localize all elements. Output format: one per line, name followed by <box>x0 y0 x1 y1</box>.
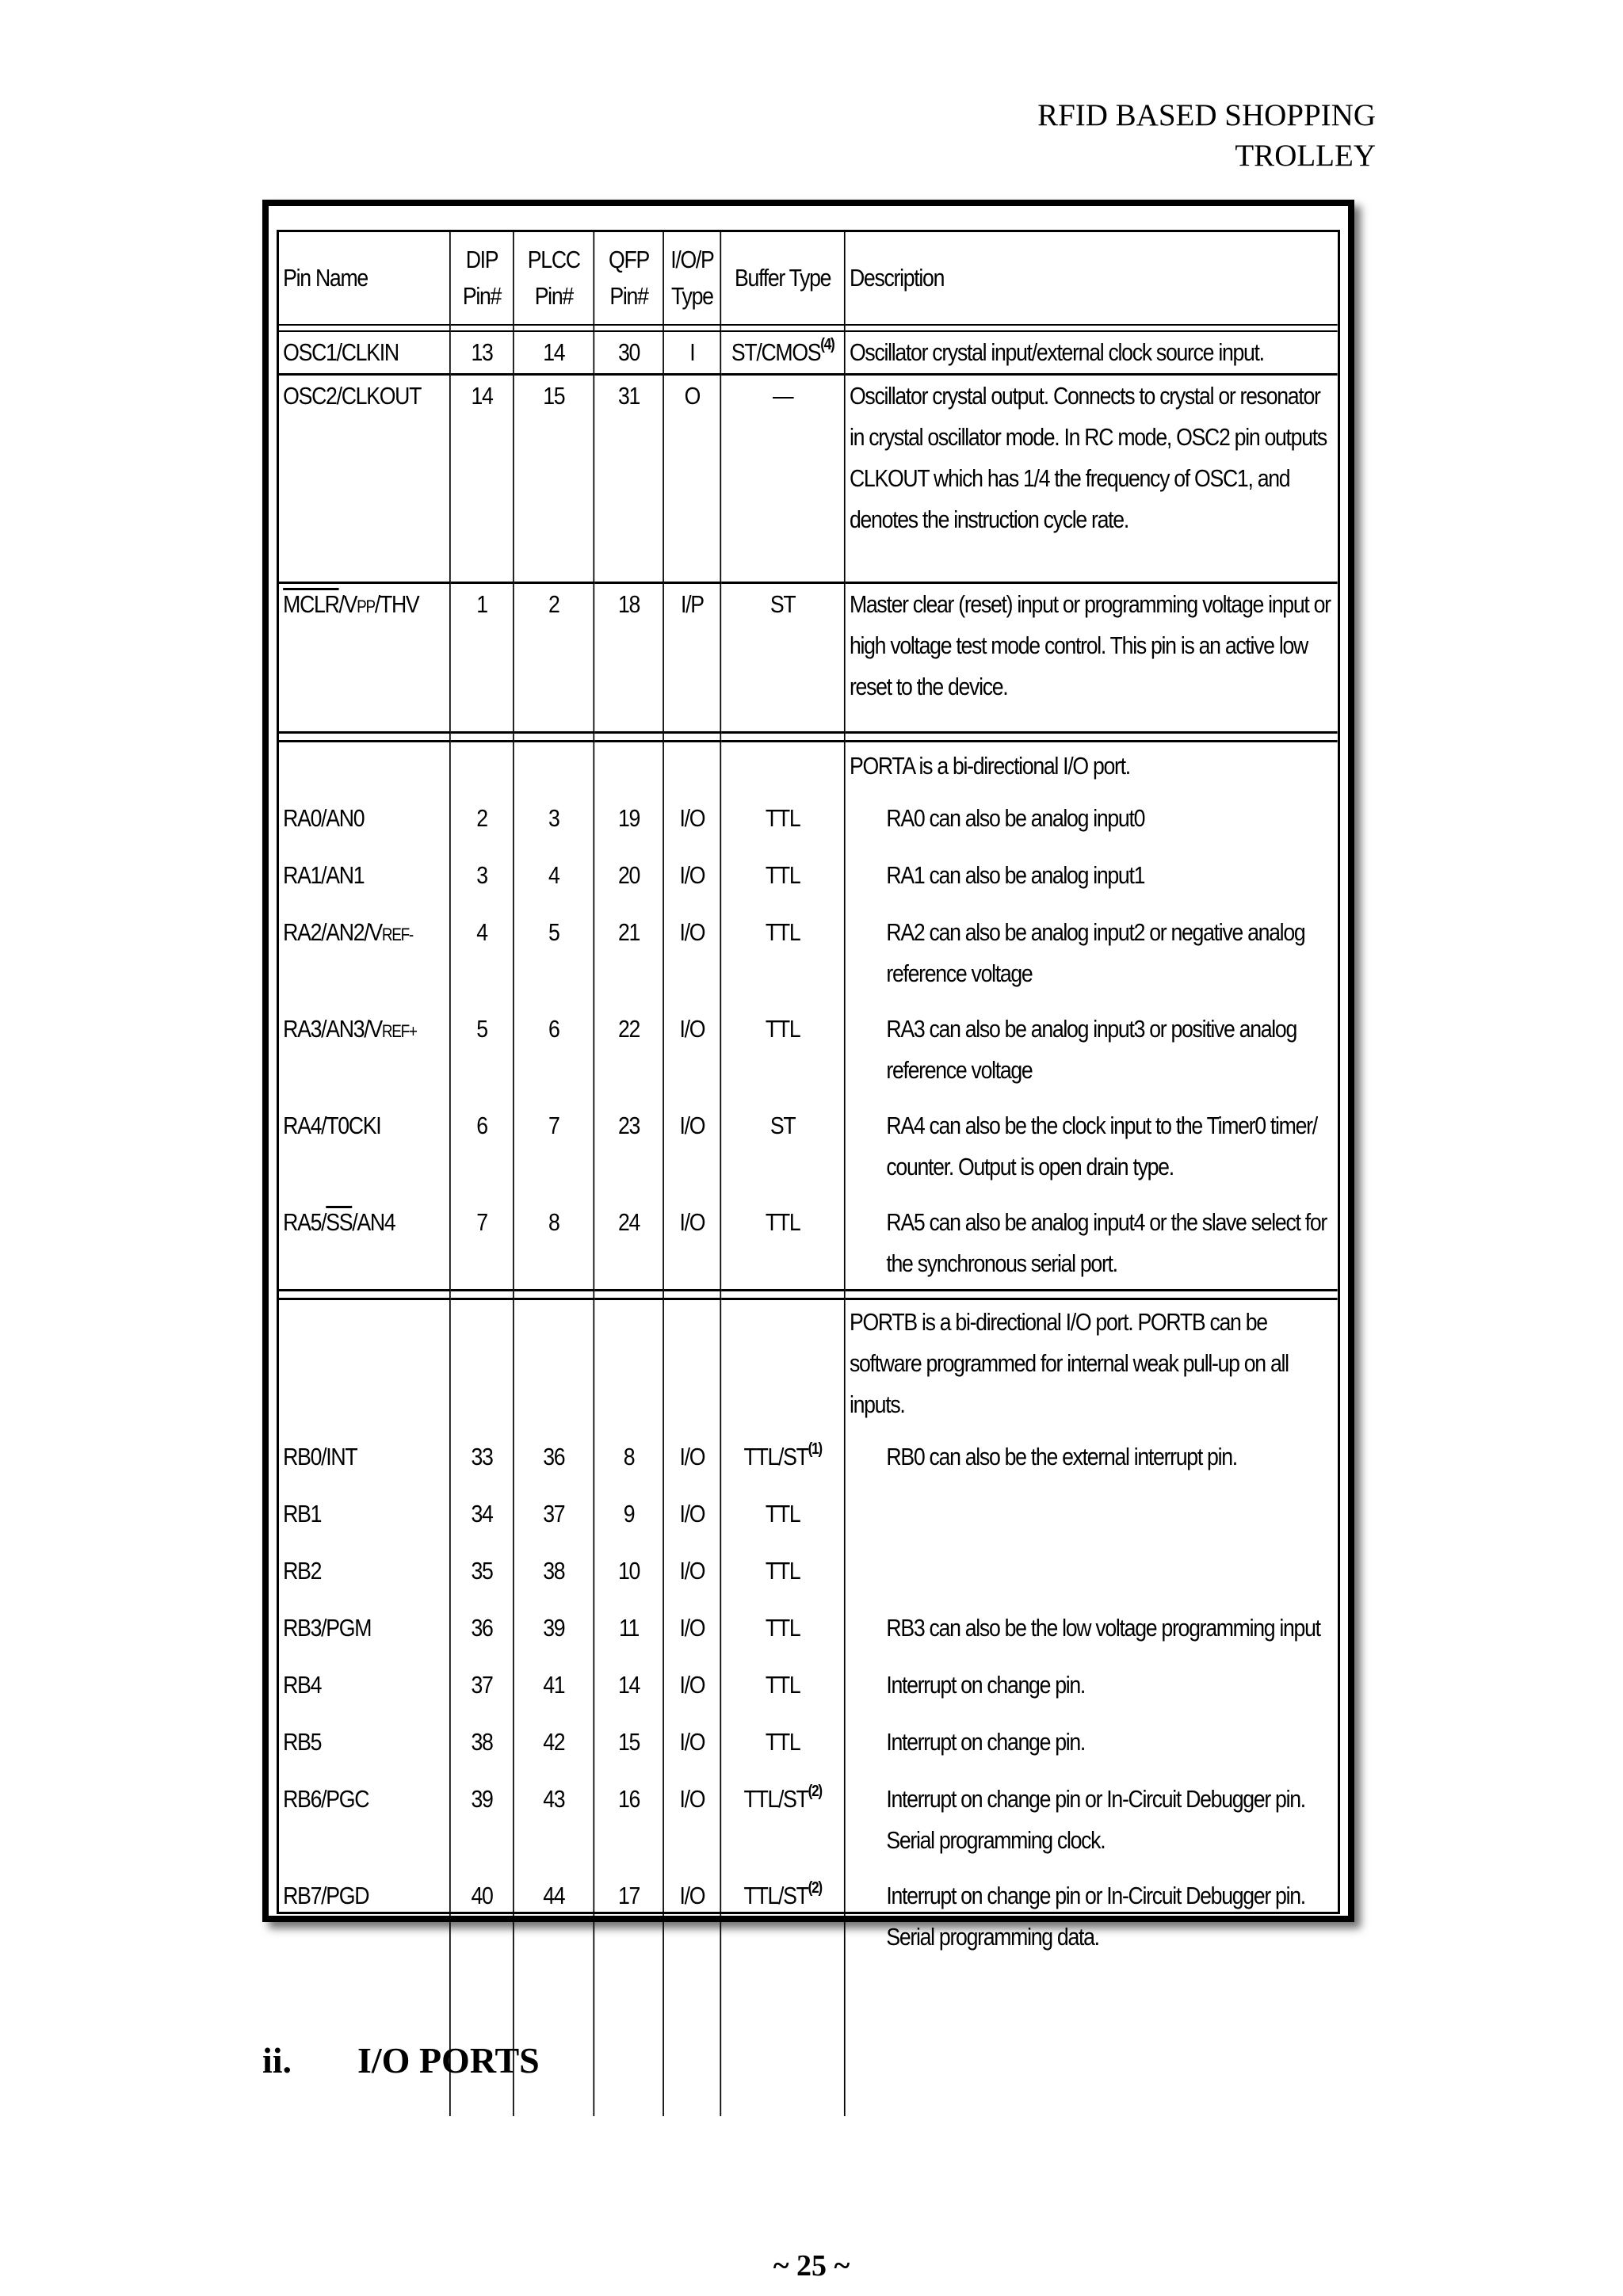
plcc-pin: 6 <box>514 994 594 1091</box>
pin-description: RA2 can also be analog input2 or negative analog reference voltage <box>845 896 1338 994</box>
dip-pin: 38 <box>450 1706 514 1763</box>
pin-name: RB3/PGM <box>283 1614 372 1642</box>
table-row <box>279 583 1338 733</box>
porta-intro: PORTA is a bi-directional I/O port. <box>845 742 1338 788</box>
buffer-type: TTL/ST$^{(2)}$ <box>720 1763 845 1861</box>
plcc-pin: 41 <box>514 1649 594 1706</box>
pin-name: MCLR/VPP/THV <box>279 583 450 733</box>
pin-description <box>845 1478 1338 1535</box>
qfp-pin: 24 <box>594 1188 664 1291</box>
table-row <box>279 1861 1338 1958</box>
pin-type: I/O <box>663 1535 720 1592</box>
plcc-pin: 43 <box>514 1763 594 1861</box>
pin-type: I/O <box>663 1091 720 1188</box>
pin-table-figure <box>262 200 1354 1951</box>
pin-type: O <box>663 375 720 583</box>
plcc-pin: 4 <box>514 839 594 896</box>
pin-description: Interrupt on change pin or In-Circuit Debugger pin. Serial programming data. <box>845 1861 1338 1958</box>
section-heading <box>262 2039 540 2081</box>
pin-description-table <box>279 232 1338 2116</box>
pin-name: RB5 <box>283 1728 322 1756</box>
pin-description: Interrupt on change pin. <box>845 1649 1338 1706</box>
running-header <box>1037 95 1376 176</box>
table-row <box>279 1763 1338 1861</box>
pin-type: I/O <box>663 839 720 896</box>
header-line-2: TROLLEY <box>1235 139 1376 173</box>
table-row <box>279 1188 1338 1291</box>
qfp-pin: 11 <box>594 1592 664 1649</box>
table-row <box>279 331 1338 375</box>
column-header-plcc: PLCC Pin# <box>514 232 594 325</box>
buffer-type: TTL <box>720 1592 845 1649</box>
pin-name: RA2/AN2/VREF- <box>283 918 413 946</box>
plcc-pin: 14 <box>514 331 594 375</box>
pin-type: I <box>663 331 720 375</box>
pin-name: RB4 <box>283 1671 322 1699</box>
column-header-type: I/O/P Type <box>663 232 720 325</box>
table-row <box>279 896 1338 994</box>
qfp-pin: 9 <box>594 1478 664 1535</box>
pin-type: I/O <box>663 1425 720 1478</box>
pin-description: RA5 can also be analog input4 or the slave select for the synchronous serial port. <box>845 1188 1338 1291</box>
pin-name: OSC2/CLKOUT <box>279 375 450 583</box>
buffer-type: — <box>720 375 845 583</box>
plcc-pin: 7 <box>514 1091 594 1188</box>
dip-pin: 3 <box>450 839 514 896</box>
qfp-pin: 30 <box>594 331 664 375</box>
pin-name: RA0/AN0 <box>283 804 365 832</box>
dip-pin: 37 <box>450 1649 514 1706</box>
buffer-type: ST <box>720 583 845 733</box>
plcc-pin: 38 <box>514 1535 594 1592</box>
table-row <box>279 1091 1338 1188</box>
table-row <box>279 1299 1338 1426</box>
plcc-pin: 39 <box>514 1592 594 1649</box>
table-row <box>279 1425 1338 1478</box>
pin-name: RA4/T0CKI <box>283 1112 381 1139</box>
section-number: ii. <box>262 2040 292 2081</box>
pin-table-frame <box>277 230 1340 1951</box>
buffer-type: ST <box>720 1091 845 1188</box>
table-row <box>279 839 1338 896</box>
qfp-pin: 8 <box>594 1425 664 1478</box>
qfp-pin: 21 <box>594 896 664 994</box>
pin-type: I/O <box>663 1763 720 1861</box>
buffer-type: TTL <box>720 1649 845 1706</box>
pin-name: RB7/PGD <box>283 1882 369 1909</box>
pin-description: RA1 can also be analog input1 <box>845 839 1338 896</box>
plcc-pin: 36 <box>514 1425 594 1478</box>
dip-pin: 34 <box>450 1478 514 1535</box>
pin-description: RA3 can also be analog input3 or positive analog reference voltage <box>845 994 1338 1091</box>
dip-pin: 2 <box>450 787 514 839</box>
plcc-pin: 8 <box>514 1188 594 1291</box>
portb-intro: PORTB is a bi-directional I/O port. PORTB can be software programmed for internal weak pull-up on all inputs. <box>845 1299 1338 1426</box>
table-row <box>279 1478 1338 1535</box>
pin-description: RA0 can also be analog input0 <box>845 787 1338 839</box>
pin-type: I/O <box>663 896 720 994</box>
pin-description: RB3 can also be the low voltage programming input <box>845 1592 1338 1649</box>
qfp-pin: 16 <box>594 1763 664 1861</box>
dip-pin: 40 <box>450 1861 514 1958</box>
table-row <box>279 1535 1338 1592</box>
dip-pin: 14 <box>450 375 514 583</box>
buffer-type: TTL <box>720 1535 845 1592</box>
buffer-type: TTL <box>720 787 845 839</box>
qfp-pin: 17 <box>594 1861 664 1958</box>
buffer-type: TTL/ST$^{(2)}$ <box>720 1861 845 1958</box>
column-header-pin-name: Pin Name <box>279 232 450 325</box>
buffer-type: TTL <box>720 1706 845 1763</box>
pin-name: OSC1/CLKIN <box>279 331 450 375</box>
qfp-pin: 23 <box>594 1091 664 1188</box>
pin-name: RB6/PGC <box>283 1785 369 1813</box>
pin-type: I/O <box>663 994 720 1091</box>
table-row <box>279 994 1338 1091</box>
pin-type: I/O <box>663 1478 720 1535</box>
buffer-type: TTL/ST$^{(1)}$ <box>720 1425 845 1478</box>
header-line-1: RFID BASED SHOPPING <box>1037 98 1376 132</box>
plcc-pin: 5 <box>514 896 594 994</box>
pin-description: Interrupt on change pin or In-Circuit Debugger pin. Serial programming clock. <box>845 1763 1338 1861</box>
table-row <box>279 787 1338 839</box>
page-number: ~ 25 ~ <box>773 2249 850 2283</box>
pin-name: RA1/AN1 <box>283 861 365 889</box>
dip-pin: 4 <box>450 896 514 994</box>
dip-pin: 6 <box>450 1091 514 1188</box>
buffer-type: TTL <box>720 839 845 896</box>
pin-description: Oscillator crystal output. Connects to crystal or resonator in crystal oscillator mode. In RC mode, OSC2 pin outputs CLKOUT which has 1/4 the frequency of OSC1, and denotes the instruction cycle rate. <box>845 375 1338 583</box>
plcc-pin: 37 <box>514 1478 594 1535</box>
table-row <box>279 1592 1338 1649</box>
table-row <box>279 375 1338 583</box>
pin-name: RB1 <box>283 1500 322 1527</box>
pin-description: RB0 can also be the external interrupt pin. <box>845 1425 1338 1478</box>
plcc-pin: 3 <box>514 787 594 839</box>
qfp-pin: 19 <box>594 787 664 839</box>
column-header-qfp: QFP Pin# <box>594 232 664 325</box>
buffer-type: TTL <box>720 1188 845 1291</box>
buffer-type: TTL <box>720 994 845 1091</box>
pin-description: RA4 can also be the clock input to the Timer0 timer/ counter. Output is open drain type. <box>845 1091 1338 1188</box>
plcc-pin: 2 <box>514 583 594 733</box>
pin-name: RB0/INT <box>283 1443 357 1470</box>
qfp-pin: 22 <box>594 994 664 1091</box>
dip-pin: 39 <box>450 1763 514 1861</box>
qfp-pin: 20 <box>594 839 664 896</box>
pin-type: I/O <box>663 1861 720 1958</box>
pin-type: I/O <box>663 1188 720 1291</box>
column-header-buffer: Buffer Type <box>720 232 845 325</box>
dip-pin: 7 <box>450 1188 514 1291</box>
section-title: I/O PORTS <box>357 2040 540 2081</box>
pin-type: I/O <box>663 787 720 839</box>
pin-name: RB2 <box>283 1557 322 1585</box>
table-row <box>279 1706 1338 1763</box>
plcc-pin: 44 <box>514 1861 594 1958</box>
pin-type: I/O <box>663 1706 720 1763</box>
pin-description <box>845 1535 1338 1592</box>
buffer-type: ST/CMOS$^{(4)}$ <box>720 331 845 375</box>
pin-description: Master clear (reset) input or programming voltage input or high voltage test mode control. This pin is an active low reset to the device. <box>845 583 1338 733</box>
dip-pin: 36 <box>450 1592 514 1649</box>
pin-name: $RA5/\overline{SS}/AN4$ <box>279 1188 450 1291</box>
buffer-type: TTL <box>720 896 845 994</box>
pin-type: I/P <box>663 583 720 733</box>
qfp-pin: 15 <box>594 1706 664 1763</box>
plcc-pin: 42 <box>514 1706 594 1763</box>
dip-pin: 33 <box>450 1425 514 1478</box>
pin-description: Interrupt on change pin. <box>845 1706 1338 1763</box>
table-row <box>279 742 1338 788</box>
qfp-pin: 14 <box>594 1649 664 1706</box>
column-header-dip: DIP Pin# <box>450 232 514 325</box>
dip-pin: 35 <box>450 1535 514 1592</box>
pin-description: Oscillator crystal input/external clock source input. <box>845 331 1338 375</box>
qfp-pin: 31 <box>594 375 664 583</box>
pin-type: I/O <box>663 1649 720 1706</box>
buffer-type: TTL <box>720 1478 845 1535</box>
qfp-pin: 10 <box>594 1535 664 1592</box>
dip-pin: 13 <box>450 331 514 375</box>
pin-type: I/O <box>663 1592 720 1649</box>
column-header-description: Description <box>845 232 1338 325</box>
dip-pin: 5 <box>450 994 514 1091</box>
table-row <box>279 1649 1338 1706</box>
dip-pin: 1 <box>450 583 514 733</box>
plcc-pin: 15 <box>514 375 594 583</box>
pin-name: RA3/AN3/VREF+ <box>283 1015 417 1043</box>
qfp-pin: 18 <box>594 583 664 733</box>
